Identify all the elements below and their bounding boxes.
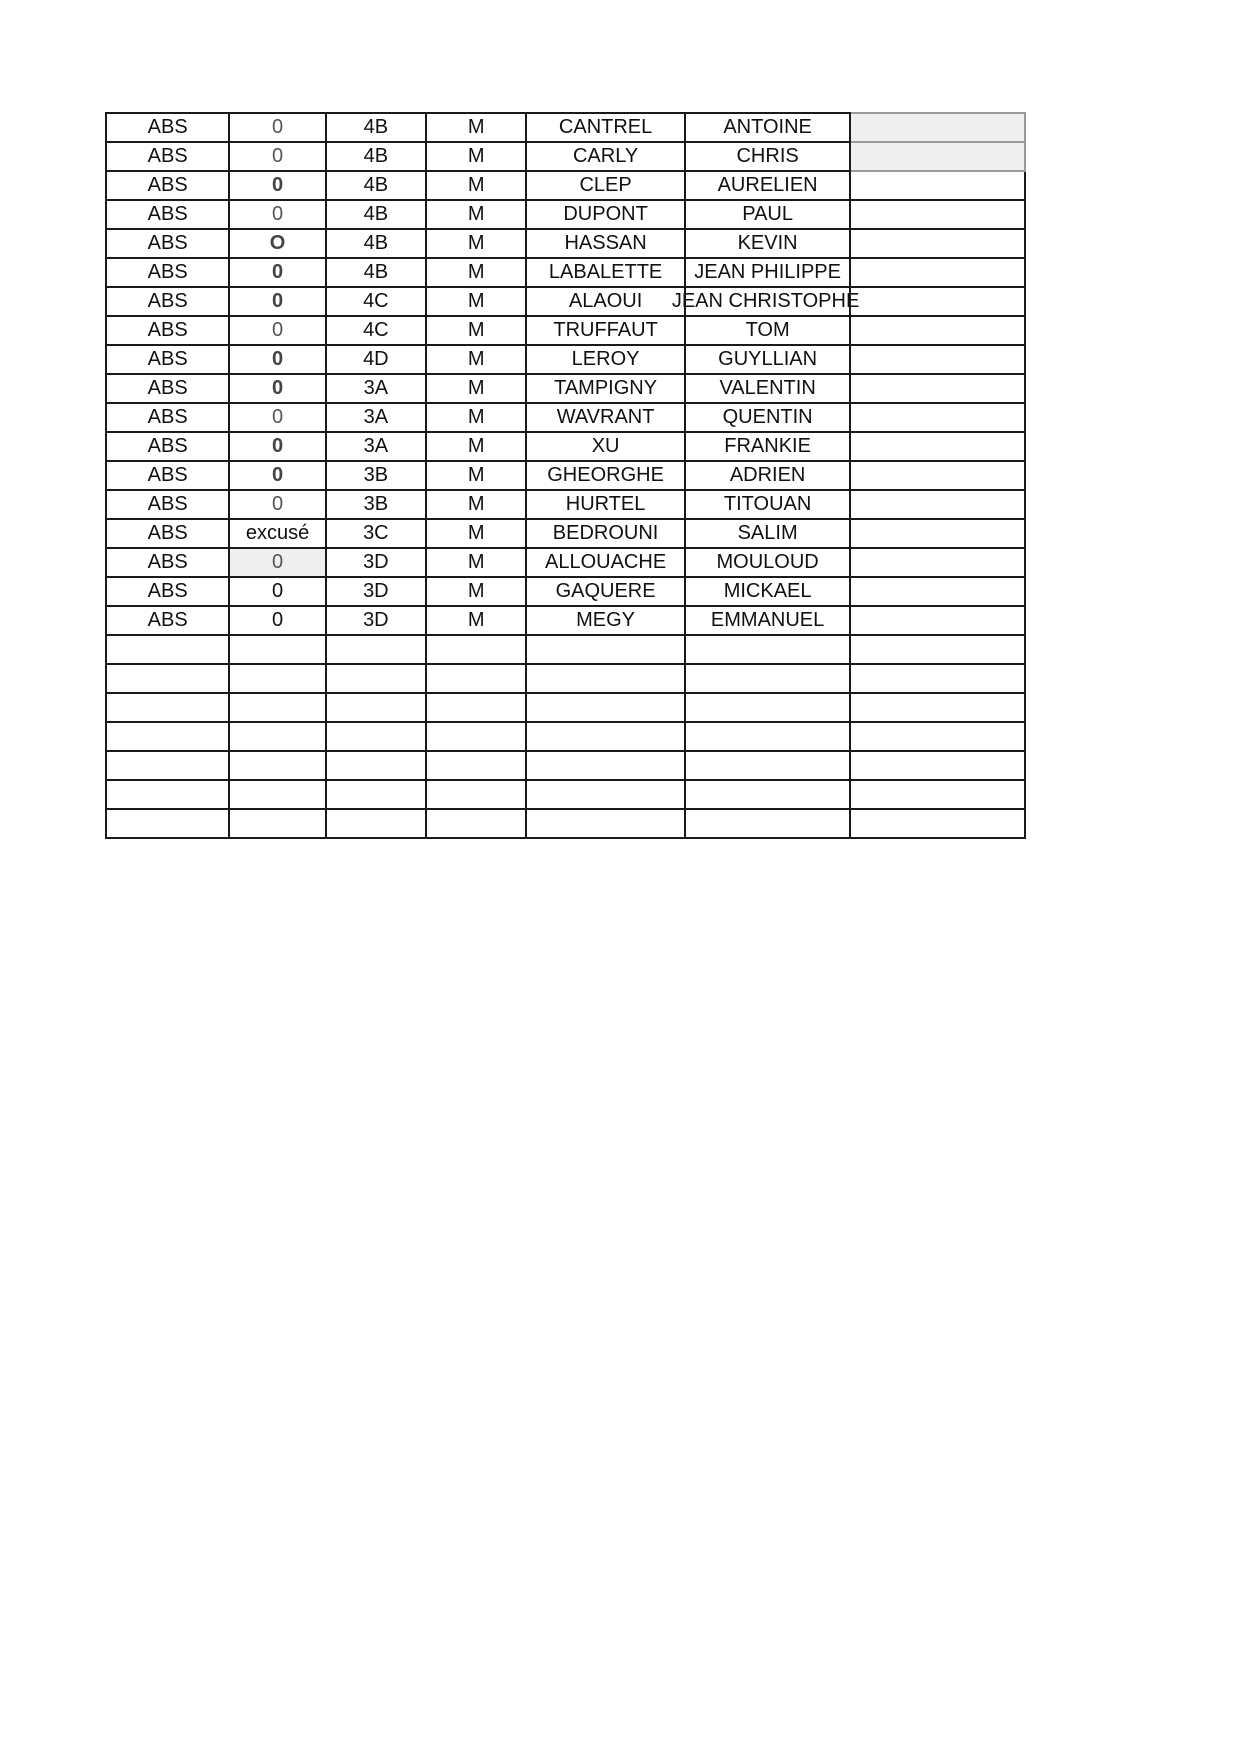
last-name-cell: CLEP: [526, 171, 685, 200]
last-name-cell: LABALETTE: [526, 258, 685, 287]
status-cell: ABS: [106, 606, 229, 635]
first-name-text: JEAN CHRISTOPHE: [671, 290, 860, 312]
table-row: [106, 316, 1025, 345]
first-name-cell: FRANKIE: [685, 432, 851, 461]
class-cell: 3B: [326, 490, 426, 519]
status-cell: ABS: [106, 113, 229, 142]
last-name-cell: [526, 809, 685, 838]
gender-cell: M: [426, 490, 526, 519]
score-cell: [229, 635, 325, 664]
class-cell: 4B: [326, 113, 426, 142]
class-cell: 3A: [326, 432, 426, 461]
table-row: [106, 200, 1025, 229]
table-row: [106, 403, 1025, 432]
extra-cell: [850, 229, 1025, 258]
first-name-cell: [671, 287, 860, 316]
first-name-cell: ADRIEN: [685, 461, 851, 490]
class-cell: 4C: [326, 287, 426, 316]
score-cell: 0: [229, 606, 325, 635]
first-name-cell: [685, 722, 851, 751]
score-cell: 0: [229, 403, 325, 432]
first-name-cell: PAUL: [685, 200, 851, 229]
last-name-cell: ALAOUI: [526, 287, 685, 316]
score-cell: 0: [229, 490, 325, 519]
class-cell: 3D: [326, 577, 426, 606]
class-cell: 4B: [326, 229, 426, 258]
gender-cell: [426, 693, 526, 722]
status-cell: ABS: [106, 200, 229, 229]
last-name-cell: HURTEL: [526, 490, 685, 519]
status-cell: [106, 664, 229, 693]
first-name-cell: MOULOUD: [685, 548, 851, 577]
last-name-cell: GAQUERE: [526, 577, 685, 606]
gender-cell: [426, 809, 526, 838]
last-name-cell: LEROY: [526, 345, 685, 374]
class-cell: 3D: [326, 548, 426, 577]
last-name-cell: [526, 664, 685, 693]
score-cell: 0: [229, 548, 325, 577]
table-row: [106, 345, 1025, 374]
class-cell: [326, 664, 426, 693]
first-name-cell: SALIM: [685, 519, 851, 548]
gender-cell: M: [426, 345, 526, 374]
table-row: [106, 142, 1025, 171]
class-cell: 4B: [326, 200, 426, 229]
extra-cell: [850, 722, 1025, 751]
class-cell: [326, 635, 426, 664]
extra-cell: [850, 490, 1025, 519]
status-cell: ABS: [106, 287, 229, 316]
extra-cell: [850, 345, 1025, 374]
table-row: [106, 461, 1025, 490]
gender-cell: M: [426, 171, 526, 200]
status-cell: [106, 780, 229, 809]
gender-cell: [426, 722, 526, 751]
last-name-cell: [526, 635, 685, 664]
table-row: [106, 606, 1025, 635]
status-cell: [106, 693, 229, 722]
status-cell: ABS: [106, 490, 229, 519]
gender-cell: M: [426, 316, 526, 345]
status-cell: ABS: [106, 432, 229, 461]
student-absence-table: [105, 112, 1026, 839]
class-cell: 3A: [326, 374, 426, 403]
status-cell: [106, 635, 229, 664]
extra-cell: [850, 113, 1025, 142]
class-cell: 4B: [326, 258, 426, 287]
first-name-cell: JEAN PHILIPPE: [685, 258, 851, 287]
table-row: [106, 577, 1025, 606]
gender-cell: M: [426, 258, 526, 287]
first-name-cell: GUYLLIAN: [685, 345, 851, 374]
score-cell: [229, 780, 325, 809]
table-row: [106, 722, 1025, 751]
first-name-cell: TITOUAN: [685, 490, 851, 519]
table-row: [106, 171, 1025, 200]
score-cell: 0: [229, 316, 325, 345]
status-cell: ABS: [106, 403, 229, 432]
gender-cell: M: [426, 403, 526, 432]
class-cell: [326, 693, 426, 722]
first-name-cell: TOM: [685, 316, 851, 345]
last-name-cell: ALLOUACHE: [526, 548, 685, 577]
gender-cell: M: [426, 374, 526, 403]
table-row: [106, 751, 1025, 780]
status-cell: ABS: [106, 142, 229, 171]
score-cell: 0: [229, 345, 325, 374]
class-cell: 4B: [326, 142, 426, 171]
status-cell: ABS: [106, 577, 229, 606]
last-name-cell: CANTREL: [526, 113, 685, 142]
last-name-cell: [526, 751, 685, 780]
gender-cell: [426, 635, 526, 664]
last-name-cell: BEDROUNI: [526, 519, 685, 548]
score-cell: [229, 809, 325, 838]
gender-cell: M: [426, 142, 526, 171]
gender-cell: M: [426, 548, 526, 577]
score-cell: [229, 751, 325, 780]
status-cell: ABS: [106, 345, 229, 374]
first-name-cell: [685, 635, 851, 664]
extra-cell: [850, 548, 1025, 577]
class-cell: [326, 809, 426, 838]
extra-cell: [850, 693, 1025, 722]
last-name-cell: WAVRANT: [526, 403, 685, 432]
score-cell: O: [229, 229, 325, 258]
class-cell: 4C: [326, 316, 426, 345]
table-body: [106, 113, 1025, 838]
class-cell: [326, 780, 426, 809]
gender-cell: [426, 780, 526, 809]
gender-cell: [426, 751, 526, 780]
last-name-cell: TAMPIGNY: [526, 374, 685, 403]
last-name-cell: TRUFFAUT: [526, 316, 685, 345]
first-name-cell: [685, 809, 851, 838]
class-cell: 4B: [326, 171, 426, 200]
table-row: [106, 548, 1025, 577]
table-row: [106, 113, 1025, 142]
extra-cell: [850, 316, 1025, 345]
score-cell: 0: [229, 258, 325, 287]
extra-cell: [850, 635, 1025, 664]
extra-cell: [850, 780, 1025, 809]
first-name-cell: VALENTIN: [685, 374, 851, 403]
status-cell: ABS: [106, 548, 229, 577]
first-name-cell: EMMANUEL: [685, 606, 851, 635]
class-cell: [326, 751, 426, 780]
last-name-cell: GHEORGHE: [526, 461, 685, 490]
gender-cell: M: [426, 577, 526, 606]
extra-cell: [850, 403, 1025, 432]
last-name-cell: XU: [526, 432, 685, 461]
last-name-cell: CARLY: [526, 142, 685, 171]
score-cell: 0: [229, 142, 325, 171]
first-name-cell: MICKAEL: [685, 577, 851, 606]
extra-cell: [850, 200, 1025, 229]
extra-cell: [850, 461, 1025, 490]
gender-cell: M: [426, 113, 526, 142]
extra-cell: [850, 171, 1025, 200]
status-cell: [106, 809, 229, 838]
table-row: [106, 258, 1025, 287]
extra-cell: [850, 664, 1025, 693]
status-cell: ABS: [106, 519, 229, 548]
class-cell: 3C: [326, 519, 426, 548]
class-cell: 3A: [326, 403, 426, 432]
status-cell: ABS: [106, 316, 229, 345]
score-cell: excusé: [229, 519, 325, 548]
status-cell: ABS: [106, 258, 229, 287]
class-cell: [326, 722, 426, 751]
last-name-cell: [526, 722, 685, 751]
class-cell: 3B: [326, 461, 426, 490]
gender-cell: M: [426, 606, 526, 635]
table-row: [106, 374, 1025, 403]
score-cell: 0: [229, 113, 325, 142]
extra-cell: [850, 142, 1025, 171]
status-cell: ABS: [106, 374, 229, 403]
last-name-cell: MEGY: [526, 606, 685, 635]
score-cell: [229, 664, 325, 693]
score-cell: [229, 693, 325, 722]
last-name-cell: [526, 693, 685, 722]
score-cell: [229, 722, 325, 751]
last-name-cell: [526, 780, 685, 809]
last-name-cell: DUPONT: [526, 200, 685, 229]
score-cell: 0: [229, 577, 325, 606]
gender-cell: M: [426, 287, 526, 316]
status-cell: [106, 722, 229, 751]
score-cell: 0: [229, 287, 325, 316]
table-row: [106, 432, 1025, 461]
table-row: [106, 490, 1025, 519]
first-name-cell: AURELIEN: [685, 171, 851, 200]
extra-cell: [850, 577, 1025, 606]
table-row: [106, 229, 1025, 258]
gender-cell: M: [426, 461, 526, 490]
table-row: [106, 809, 1025, 838]
extra-cell: [850, 287, 1025, 316]
status-cell: ABS: [106, 461, 229, 490]
table-row: [106, 519, 1025, 548]
extra-cell: [850, 258, 1025, 287]
table-row: [106, 635, 1025, 664]
score-cell: 0: [229, 432, 325, 461]
score-cell: 0: [229, 374, 325, 403]
extra-cell: [850, 809, 1025, 838]
gender-cell: M: [426, 519, 526, 548]
status-cell: ABS: [106, 229, 229, 258]
first-name-cell: [685, 751, 851, 780]
first-name-cell: QUENTIN: [685, 403, 851, 432]
score-cell: 0: [229, 461, 325, 490]
gender-cell: M: [426, 200, 526, 229]
class-cell: 3D: [326, 606, 426, 635]
extra-cell: [850, 519, 1025, 548]
score-cell: 0: [229, 200, 325, 229]
last-name-cell: HASSAN: [526, 229, 685, 258]
table-row: [106, 693, 1025, 722]
gender-cell: M: [426, 229, 526, 258]
extra-cell: [850, 751, 1025, 780]
first-name-cell: [685, 664, 851, 693]
status-cell: [106, 751, 229, 780]
gender-cell: M: [426, 432, 526, 461]
score-cell: 0: [229, 171, 325, 200]
first-name-cell: KEVIN: [685, 229, 851, 258]
class-cell: 4D: [326, 345, 426, 374]
extra-cell: [850, 606, 1025, 635]
first-name-cell: CHRIS: [685, 142, 851, 171]
gender-cell: [426, 664, 526, 693]
extra-cell: [850, 374, 1025, 403]
table-row: [106, 780, 1025, 809]
first-name-cell: ANTOINE: [685, 113, 851, 142]
table-row: [106, 664, 1025, 693]
first-name-cell: [685, 693, 851, 722]
status-cell: ABS: [106, 171, 229, 200]
extra-cell: [850, 432, 1025, 461]
table-row: [106, 287, 1025, 316]
first-name-cell: [685, 780, 851, 809]
